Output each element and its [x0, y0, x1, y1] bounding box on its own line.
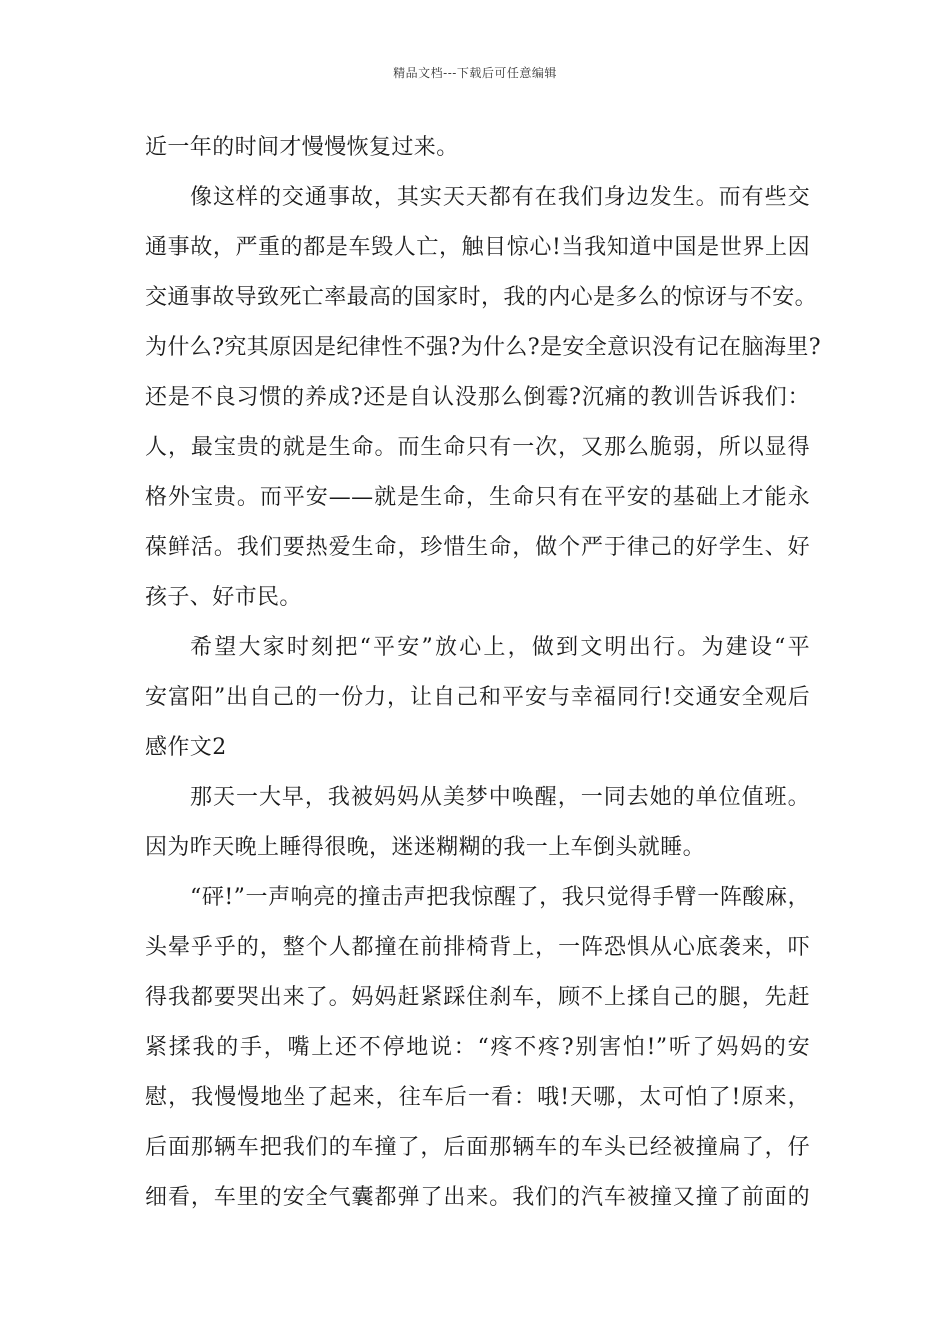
text-line: 紧揉我的手，嘴上还不停地说：“疼不疼?别害怕!”听了妈妈的安 [145, 1035, 810, 1060]
text-line: 近一年的时间才慢慢恢复过来。 [145, 135, 459, 160]
document-body [145, 123, 821, 1223]
text-line: 交通事故导致死亡率最高的国家时，我的内心是多么的惊讶与不安。 [145, 285, 818, 310]
text-line: 为什么?究其原因是纪律性不强?为什么?是安全意识没有记在脑海里? [145, 335, 821, 360]
text-line: 慰，我慢慢地坐了起来，往车后一看：哦!天哪，太可怕了!原来， [145, 1085, 810, 1110]
text-line: 还是不良习惯的养成?还是自认没那么倒霉?沉痛的教训告诉我们： [145, 385, 810, 410]
text-line: 孩子、好市民。 [145, 585, 302, 610]
text-line: 那天一大早，我被妈妈从美梦中唤醒，一同去她的单位值班。 [190, 785, 810, 810]
text-line: 葆鲜活。我们要热爱生命，珍惜生命，做个严于律己的好学生、好 [145, 535, 810, 560]
text-line: 细看，车里的安全气囊都弹了出来。我们的汽车被撞又撞了前面的 [145, 1185, 810, 1210]
text-line: 后面那辆车把我们的车撞了，后面那辆车的车头已经被撞扁了，仔 [145, 1135, 810, 1160]
text-line: 通事故，严重的都是车毁人亡，触目惊心!当我知道中国是世界上因 [145, 235, 810, 260]
text-line: 得我都要哭出来了。妈妈赶紧踩住刹车，顾不上揉自己的腿，先赶 [145, 985, 810, 1010]
text-line: 安富阳”出自己的一份力，让自己和平安与幸福同行!交通安全观后 [145, 685, 810, 710]
text-line: 感作文2 [145, 735, 227, 760]
text-line: 因为昨天晚上睡得很晚，迷迷糊糊的我一上车倒头就睡。 [145, 835, 706, 860]
text-line: 格外宝贵。而平安——就是生命，生命只有在平安的基础上才能永 [145, 485, 810, 510]
text-line: 人，最宝贵的就是生命。而生命只有一次，又那么脆弱，所以显得 [145, 435, 810, 460]
text-line: “砰!”一声响亮的撞击声把我惊醒了，我只觉得手臂一阵酸麻， [190, 885, 810, 910]
page-header: 精品文档---下载后可任意编辑 [393, 66, 557, 80]
text-line: 头晕乎乎的，整个人都撞在前排椅背上，一阵恐惧从心底袭来，吓 [145, 935, 810, 960]
text-line: 像这样的交通事故，其实天天都有在我们身边发生。而有些交 [190, 185, 810, 210]
text-line: 希望大家时刻把“平安”放心上，做到文明出行。为建设“平 [190, 635, 810, 660]
